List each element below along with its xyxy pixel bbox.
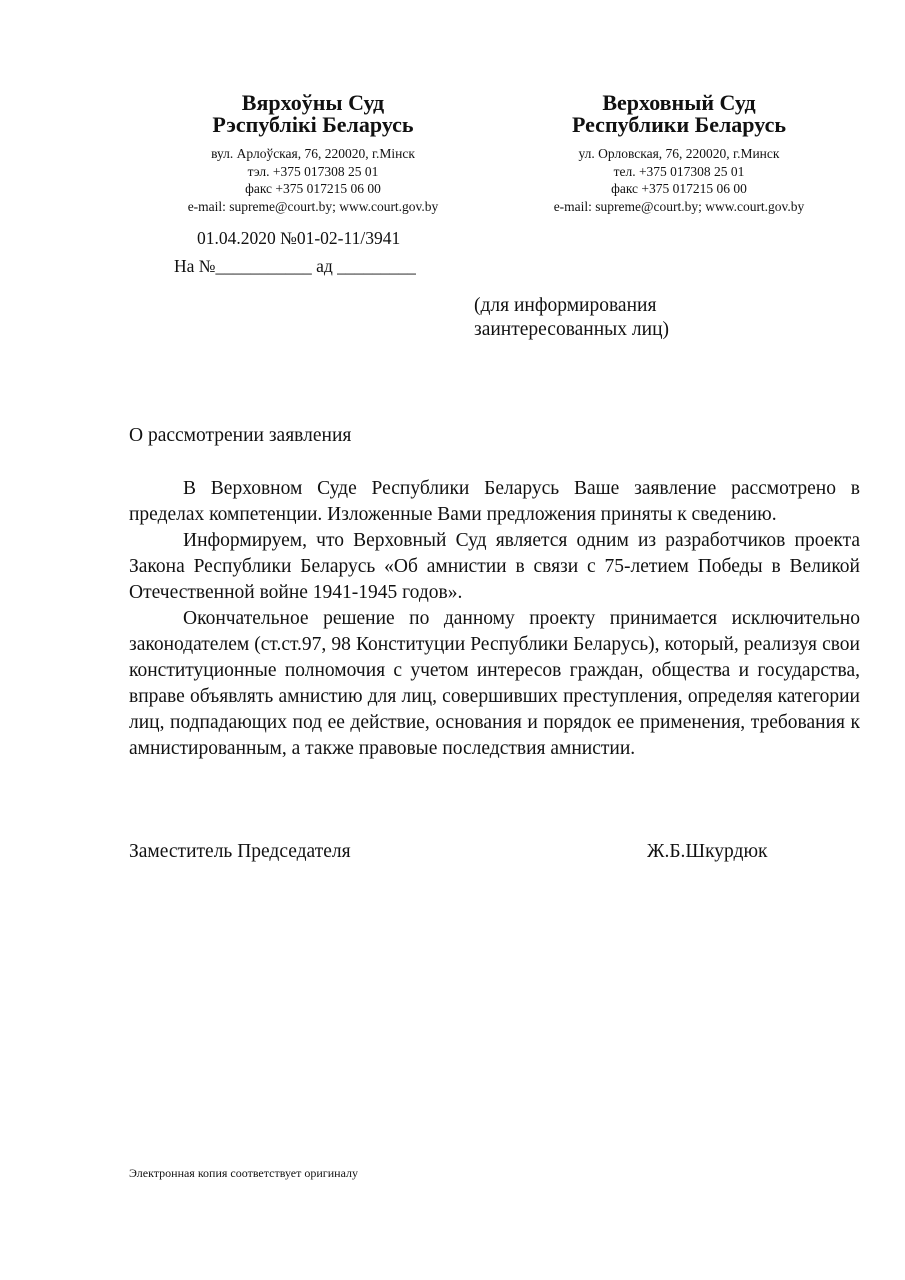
address-by (143, 145, 483, 215)
reference-line: На №___________ ад _________ (174, 256, 416, 276)
fax-line: факс +375 017215 06 00 (245, 181, 381, 196)
title-line: Верховный Суд (602, 90, 756, 115)
email-line: e-mail: supreme@court.by; www.court.gov.by (553, 198, 805, 214)
address-line: ул. Орловская, 76, 220020, г.Минск (578, 146, 780, 161)
email-line: e-mail: supreme@court.by; www.court.gov.by (187, 198, 439, 214)
paragraph: В Верховном Суде Республики Беларусь Ваше заявление рассмотрено в пределах компетенции. Изложенные Вами предложения приняты к сведению. (129, 478, 860, 525)
address-ru (509, 145, 849, 215)
addressee (474, 294, 669, 342)
subject: О рассмотрении заявления (129, 425, 352, 446)
title-line: Вярхоўны Суд (241, 90, 385, 115)
court-name-by (143, 92, 483, 136)
signature-block (129, 841, 860, 863)
signer-position: Заместитель Председателя (129, 841, 351, 862)
header-belarusian (143, 92, 483, 215)
date-number: 01.04.2020 №01-02-11/3941 (197, 228, 401, 248)
phone-line: тел. +375 017308 25 01 (613, 163, 745, 179)
header-russian (509, 92, 849, 215)
fax-line: факс +375 017215 06 00 (611, 181, 747, 196)
address-line: вул. Арлоўская, 76, 220020, г.Мінск (211, 146, 415, 161)
addressee-line: заинтересованных лиц) (474, 319, 669, 340)
paragraph: Информируем, что Верховный Суд является одним из разработчиков проекта Закона Республики Беларусь «Об амнистии в связи с 75-летием Победы в Великой Отечественной войне 1941-1945 годов». (129, 530, 860, 603)
signer-name: Ж.Б.Шкурдюк (647, 841, 768, 862)
court-name-ru (509, 92, 849, 136)
paragraph: Окончательное решение по данному проекту принимается исключительно законодателем (ст.ст.97, 98 Конституции Республики Беларусь), который, реализуя свои конституционные полномочия с учетом интересов граждан, общества и государства, вправе объявлять амнистию для лиц, совершивших преступления, определяя категории лиц, подпадающих под ее действие, основания и порядок ее применения, требования к амнистированным, а также правовые последствия амнистии. (129, 608, 860, 759)
title-line: Республики Беларусь (572, 112, 786, 137)
addressee-line: (для информирования (474, 295, 657, 316)
letter-body (129, 476, 860, 762)
title-line: Рэспублікі Беларусь (212, 112, 414, 137)
footer-note: Электронная копия соответствует оригиналу (129, 1166, 358, 1180)
phone-line: тэл. +375 017308 25 01 (247, 163, 379, 179)
